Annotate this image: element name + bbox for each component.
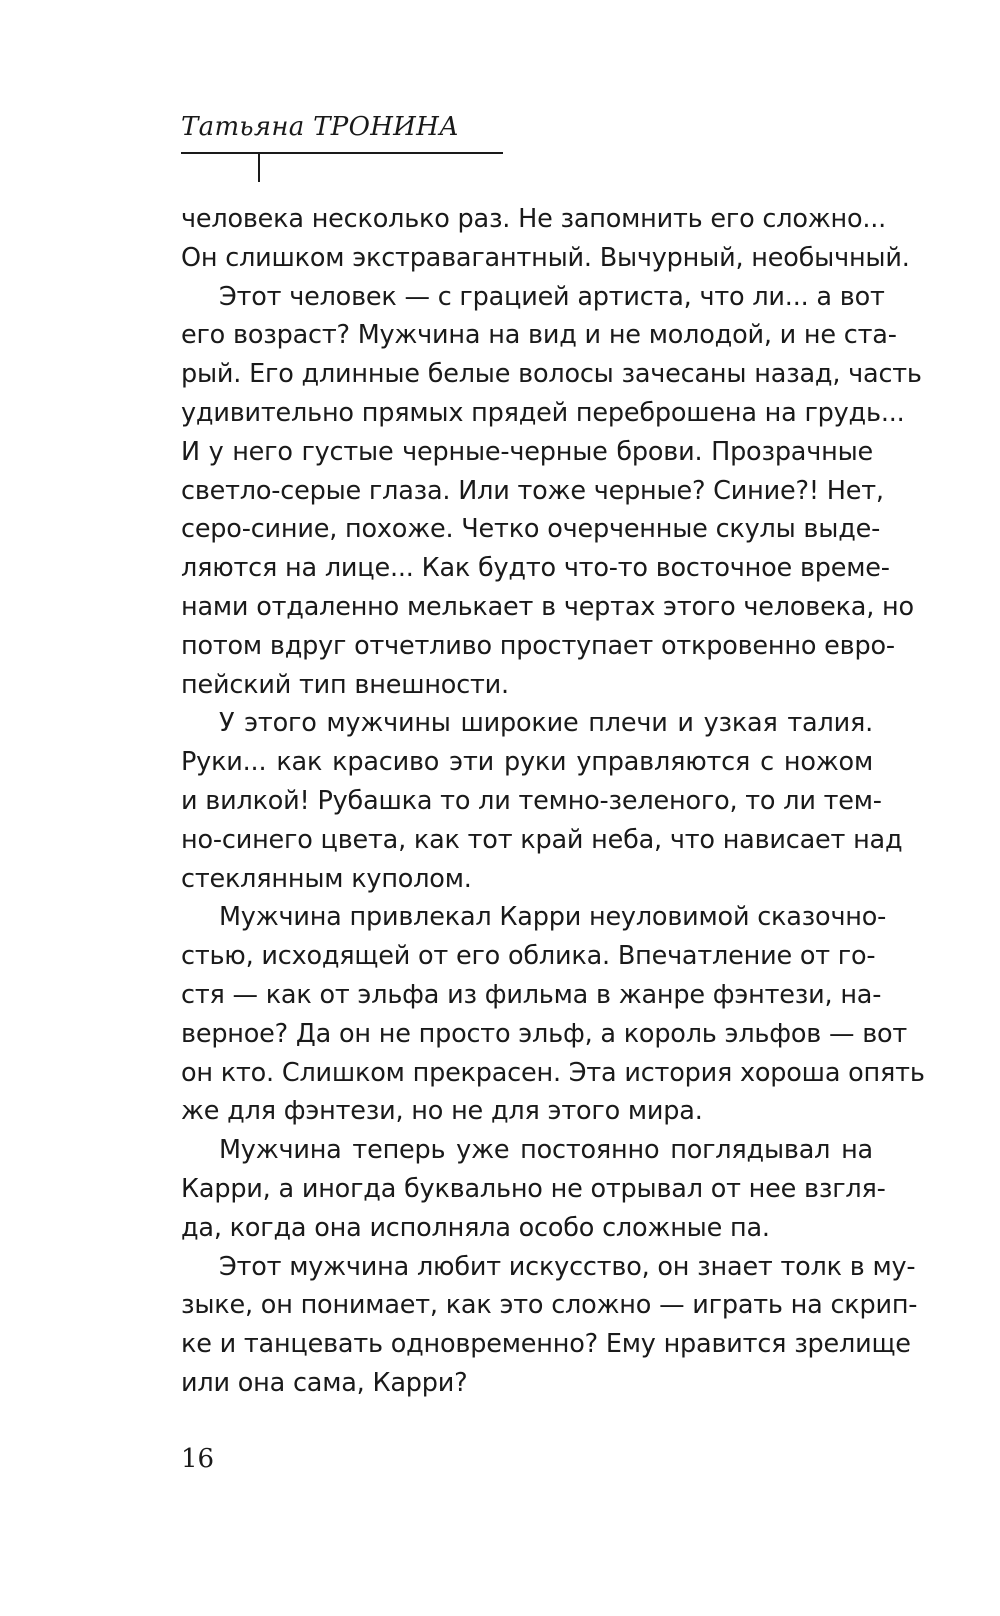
text-line: У этого мужчины широкие плечи и узкая талия. [219,708,873,739]
text-line: Этот человек — с грацией артиста, что ли... а вот [219,281,885,312]
text-line: серо-синие, похоже. Четко очерченные скулы выде- [181,514,881,545]
text-line: И у него густые черные-черные брови. Прозрачные [181,436,873,467]
text-line: ке и танцевать одновременно? Ему нравится зрелище [181,1329,911,1360]
text-line: светло-серые глаза. Или тоже черные? Синие?! Нет, [181,475,884,506]
text-line: да, когда она исполняла особо сложные па. [181,1212,770,1243]
text-line: ляются на лице... Как будто что-то восточное време- [181,553,890,584]
text-line: стью, исходящей от его облика. Впечатление от го- [181,941,876,972]
text-line: нами отдаленно мелькает в чертах этого человека, но [181,591,914,622]
page-number: 16 [181,1444,215,1474]
text-line: Мужчина теперь уже постоянно поглядывал на [219,1135,873,1166]
text-line: зыке, он понимает, как это сложно — играть на скрип- [181,1290,918,1321]
text-line: потом вдруг отчетливо проступает откровенно евро- [181,630,895,661]
text-line: стя — как от эльфа из фильма в жанре фэнтези, на- [181,979,882,1010]
header-tick-mark [258,152,260,182]
text-line: Этот мужчина любит искусство, он знает толк в му- [219,1251,916,1282]
text-line: его возраст? Мужчина на вид и не молодой, и не ста- [181,320,897,351]
text-line: верное? Да он не просто эльф, а король эльфов — вот [181,1018,908,1049]
text-line: Руки... как красиво эти руки управляются с ножом [181,747,873,778]
text-line: стеклянным куполом. [181,863,472,894]
text-line: или она сама, Карри? [181,1367,468,1398]
text-line: но-синего цвета, как тот край неба, что нависает над [181,824,903,855]
text-line: же для фэнтези, но не для этого мира. [181,1096,703,1127]
header-rule [181,152,503,154]
body-text [181,200,925,1403]
text-line: пейский тип внешности. [181,669,509,700]
text-line: Мужчина привлекал Карри неуловимой сказочно- [219,902,887,933]
running-head: Татьяна ТРОНИНА [181,112,460,142]
text-line: рый. Его длинные белые волосы зачесаны назад, часть [181,359,922,390]
text-line: удивительно прямых прядей переброшена на грудь... [181,397,905,428]
text-line: Карри, а иногда буквально не отрывал от нее взгля- [181,1173,886,1204]
text-line: человека несколько раз. Не запомнить его сложно... [181,204,887,234]
text-line: он кто. Слишком прекрасен. Эта история хороша опять [181,1057,925,1088]
text-line: и вилкой! Рубашка то ли темно-зеленого, то ли тем- [181,785,882,816]
text-line: Он слишком экстравагантный. Вычурный, необычный. [181,242,910,273]
